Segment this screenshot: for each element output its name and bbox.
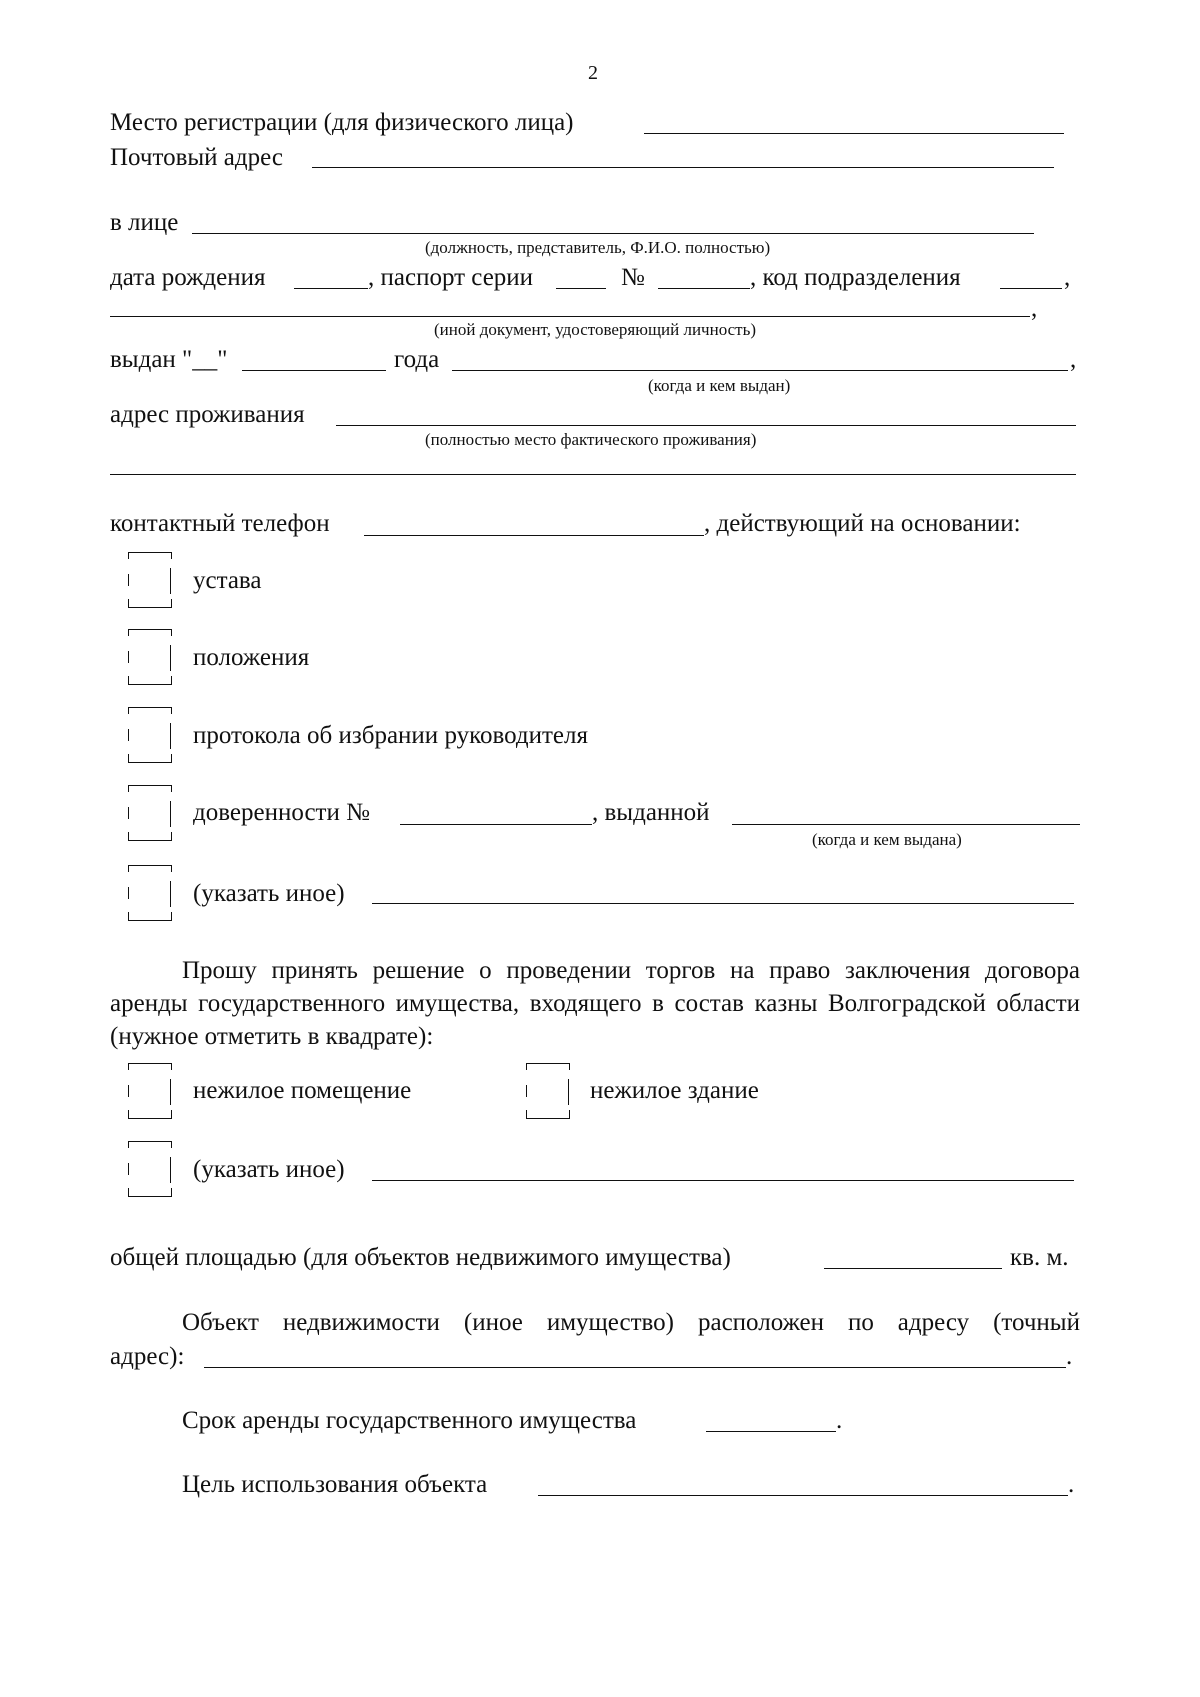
phone-label: контактный телефон [110, 510, 330, 537]
protocol-checkbox[interactable] [128, 707, 172, 763]
other-property-checkbox[interactable] [128, 1141, 172, 1197]
other-basis-field[interactable] [372, 903, 1074, 904]
residence-label: адрес проживания [110, 401, 305, 428]
comma: , [1031, 295, 1038, 322]
in-person-field[interactable] [192, 233, 1034, 234]
page-number: 2 [588, 62, 598, 84]
charter-checkbox[interactable] [128, 552, 172, 608]
passport-number-field[interactable] [658, 288, 750, 289]
address-label-continued: адрес): [110, 1343, 185, 1370]
issued-by-field[interactable] [452, 370, 1068, 371]
other-document-field[interactable] [110, 316, 1030, 317]
phone-field[interactable] [364, 535, 704, 536]
residence-field-continued[interactable] [110, 474, 1076, 475]
non-residential-building-label: нежилое здание [590, 1077, 759, 1104]
other-document-caption: (иной документ, удостоверяющий личность) [434, 320, 757, 339]
in-person-label: в лице [110, 209, 179, 236]
address-end: . [1066, 1343, 1073, 1370]
request-paragraph: Прошу принять решение о проведении торгов на право заключения договора аренды государственного имущества, входящего в состав казны Волгоградской области (нужное отметить в квадрате): [110, 957, 1080, 1050]
area-field[interactable] [824, 1268, 1002, 1269]
power-of-attorney-issued-field[interactable] [732, 824, 1080, 825]
purpose-field[interactable] [538, 1495, 1068, 1496]
purpose-label: Цель использования объекта [182, 1471, 488, 1498]
other-basis-label: (указать иное) [193, 880, 345, 907]
term-label: Срок аренды государственного имущества [182, 1407, 637, 1434]
passport-number-sign: № [621, 264, 645, 291]
non-residential-building-checkbox[interactable] [526, 1063, 570, 1119]
passport-series-label: , паспорт серии [368, 264, 534, 291]
power-of-attorney-label: доверенности № [193, 799, 370, 826]
in-person-caption: (должность, представитель, Ф.И.О. полностью) [425, 238, 771, 257]
issued-caption: (когда и кем выдан) [648, 376, 791, 395]
birth-date-label: дата рождения [110, 264, 266, 291]
acting-basis-label: , действующий на основании: [704, 510, 1021, 537]
area-unit: кв. м. [1010, 1244, 1069, 1271]
protocol-label: протокола об избрании руководителя [193, 722, 588, 749]
non-residential-premises-checkbox[interactable] [128, 1063, 172, 1119]
regulation-checkbox[interactable] [128, 629, 172, 685]
other-property-label: (указать иное) [193, 1156, 345, 1183]
birth-date-field[interactable] [294, 288, 368, 289]
power-of-attorney-issued-label: , выданной [592, 799, 710, 826]
division-code-label: , код подразделения [750, 264, 961, 291]
comma: , [1070, 346, 1077, 373]
issued-month-field[interactable] [242, 370, 386, 371]
regulation-label: положения [193, 644, 310, 671]
charter-label: устава [193, 567, 262, 594]
issued-label: выдан "__" [110, 346, 228, 373]
area-label: общей площадью (для объектов недвижимого имущества) [110, 1244, 731, 1271]
postal-label: Почтовый адрес [110, 144, 283, 171]
residence-field[interactable] [336, 425, 1076, 426]
other-basis-checkbox[interactable] [128, 865, 172, 921]
registration-field[interactable] [644, 133, 1064, 134]
division-code-field[interactable] [1000, 288, 1062, 289]
power-of-attorney-checkbox[interactable] [128, 785, 172, 841]
non-residential-premises-label: нежилое помещение [193, 1077, 412, 1104]
comma: , [1064, 264, 1071, 291]
year-label: года [394, 346, 440, 373]
passport-series-field[interactable] [556, 288, 606, 289]
address-field[interactable] [204, 1367, 1066, 1368]
term-field[interactable] [706, 1431, 836, 1432]
term-end: . [836, 1407, 843, 1434]
power-of-attorney-number-field[interactable] [400, 824, 592, 825]
postal-field[interactable] [312, 167, 1054, 168]
residence-caption: (полностью место фактического проживания) [425, 430, 757, 449]
purpose-end: . [1068, 1471, 1075, 1498]
address-label: Объект недвижимости (иное имущество) расположен по адресу (точный [182, 1309, 1080, 1336]
other-property-field[interactable] [372, 1180, 1074, 1181]
registration-label: Место регистрации (для физического лица) [110, 109, 574, 136]
power-of-attorney-caption: (когда и кем выдана) [812, 830, 962, 849]
